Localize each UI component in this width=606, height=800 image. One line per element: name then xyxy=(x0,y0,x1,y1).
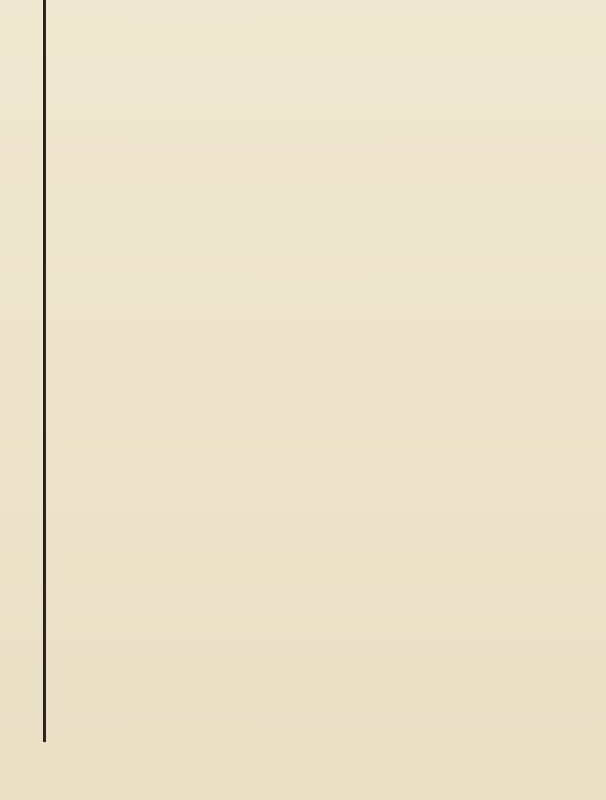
column-divider xyxy=(43,0,46,742)
